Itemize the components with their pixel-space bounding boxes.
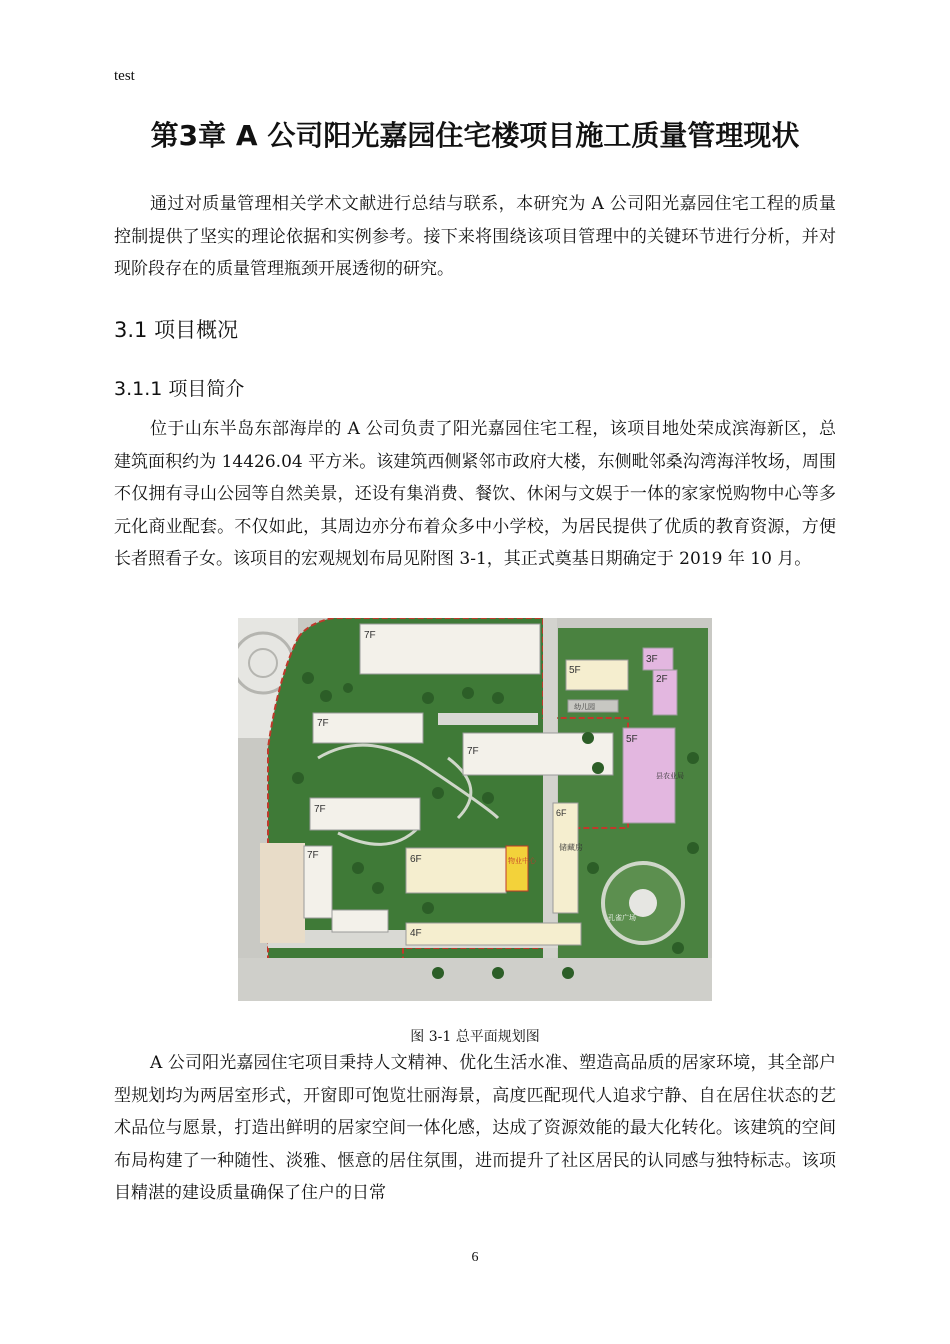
label-store: 储藏房 — [559, 843, 583, 852]
parking-area — [260, 843, 305, 943]
building-property-center — [506, 846, 528, 891]
chapter-title: 第3章 A 公司阳光嘉园住宅楼项目施工质量管理现状 — [150, 119, 800, 152]
label-square: 孔雀广场 — [608, 914, 636, 922]
label-b8: 4F — [410, 928, 422, 939]
section-heading: 3.1 项目概况 — [114, 318, 239, 342]
label-b11: 3F — [646, 654, 658, 665]
building-b2 — [313, 713, 423, 743]
building-b7 — [553, 803, 578, 913]
label-b12: 2F — [656, 674, 668, 685]
label-b2: 7F — [317, 718, 329, 729]
label-kindergarten: 幼儿园 — [574, 703, 595, 711]
page-number: 6 — [471, 1250, 479, 1265]
label-b4: 7F — [314, 804, 326, 815]
road-4 — [238, 958, 712, 1001]
site-plan-figure — [238, 618, 712, 1001]
label-b10: 5F — [626, 734, 638, 745]
label-b9: 5F — [569, 665, 581, 676]
building-b4 — [310, 798, 420, 830]
label-b6: 6F — [410, 854, 422, 865]
label-b7: 6F — [556, 808, 567, 818]
road-1 — [438, 713, 538, 725]
label-bureau: 县农业局 — [656, 772, 684, 780]
running-header: test — [114, 68, 135, 84]
building-b5b — [332, 910, 388, 932]
intro-paragraph: 通过对质量管理相关学术文献进行总结与联系，本研究为 A 公司阳光嘉园住宅工程的质量控制提供了坚实的理论依据和实例参考。接下来将围绕该项目管理中的关键环节进行分析，并对现阶段存在的质量管理瓶颈开展透彻的研究。 — [114, 194, 836, 279]
site-plan-map — [238, 618, 712, 1001]
body-paragraph-1: 位于山东半岛东部海岸的 A 公司负责了阳光嘉园住宅工程，该项目地处荣成滨海新区，总建筑面积约为 14426.04 平方米。该建筑西侧紧邻市政府大楼，东侧毗邻桑沟湾海洋牧场，周围不仅拥有寻山公园等自然美景，还设有集消费、餐饮、休闲与文娱于一体的家家悦购物中心等多元化商业配套。不仅如此，其周边亦分布着众多中小学校，为居民提供了优质的教育资源，方便长者照看子女。该项目的宏观规划布局见附图 3-1，其正式奠基日期确定于 2019 年 10 月。 — [114, 419, 836, 569]
square-center — [629, 889, 657, 917]
body-paragraph-2: A 公司阳光嘉园住宅项目秉持人文精神、优化生活水准、塑造高品质的居家环境，其全部户型规划均为两居室形式，开窗即可饱览壮丽海景，高度匹配现代人追求宁静、自在居住状态的艺术品位与愿景，打造出鲜明的居家空间一体化感，达成了资源效能的最大化转化。该建筑的空间布局构建了一种随性、淡雅、惬意的居住氛围，进而提升了社区居民的认同感与独特标志。该项目精湛的建设质量确保了住户的日常 — [114, 1053, 836, 1203]
label-b1: 7F — [364, 630, 376, 641]
building-b8 — [406, 923, 581, 945]
label-b5: 7F — [307, 850, 319, 861]
label-b3: 7F — [467, 746, 479, 757]
figure-caption: 图 3-1 总平面规划图 — [410, 1029, 540, 1045]
label-property: 物业中心 — [508, 857, 536, 865]
building-b1 — [360, 624, 540, 674]
subsection-heading: 3.1.1 项目简介 — [114, 378, 245, 400]
